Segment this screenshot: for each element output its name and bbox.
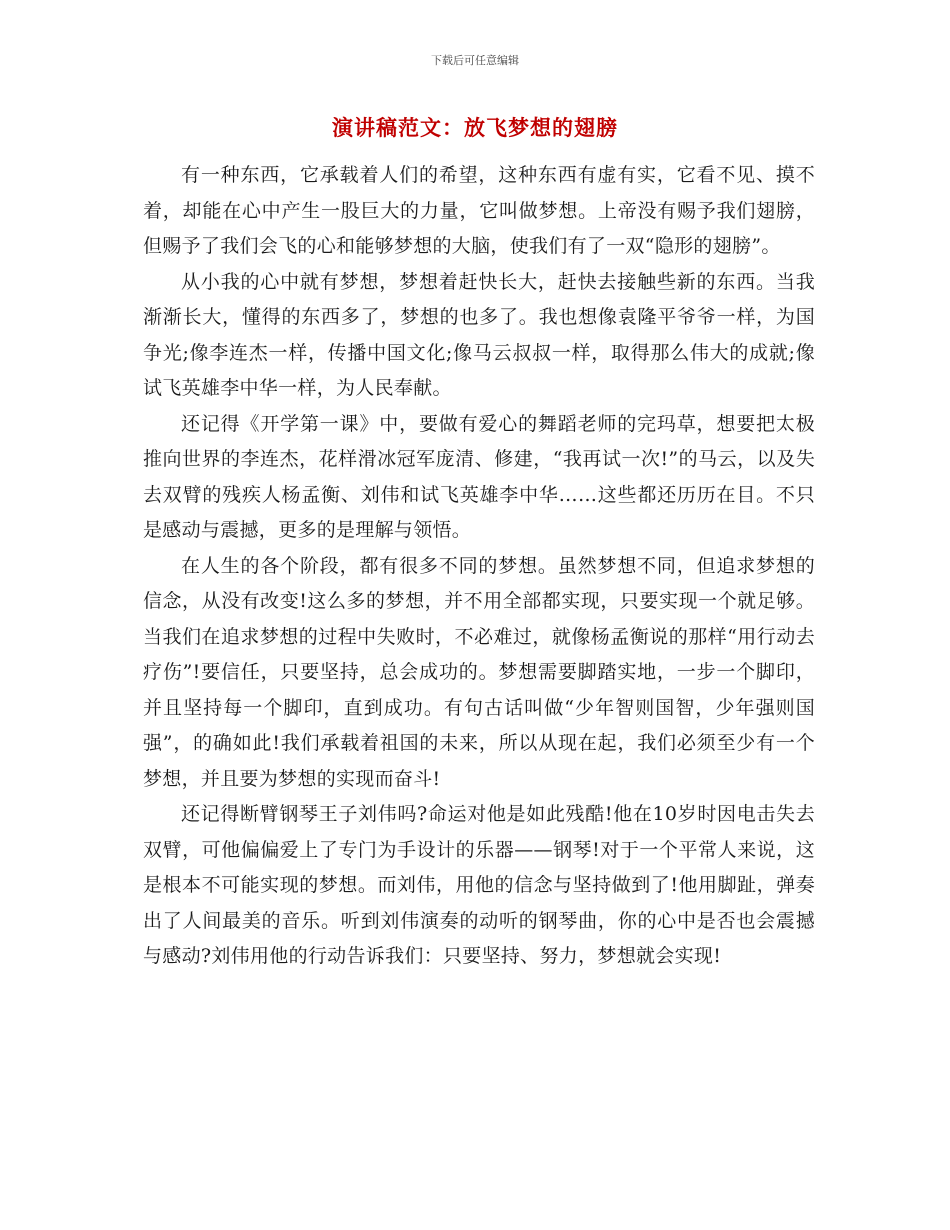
document-title: 演讲稿范文：放飞梦想的翅膀: [332, 116, 618, 140]
header-note: 下载后可任意编辑: [431, 54, 519, 67]
paragraph-1: 有一种东西，它承载着人们的希望，这种东西有虚有实，它看不见、摸不着，却能在心中产生一股巨大的力量，它叫做梦想。上帝没有赐予我们翅膀，但赐予了我们会飞的心和能够梦想的大脑，使我们有了一双“隐形的翅膀”。: [143, 164, 815, 257]
document-body: [143, 158, 815, 975]
paragraph-2: 从小我的心中就有梦想，梦想着赶快长大，赶快去接触些新的东西。当我渐渐长大，懂得的东西多了，梦想的也多了。我也想像袁隆平爷爷一样，为国争光;像李连杰一样，传播中国文化;像马云叔叔一样，取得那么伟大的成就;像试飞英雄李中华一样，为人民奉献。: [143, 270, 815, 399]
paragraph-5: 还记得断臂钢琴王子刘伟吗?命运对他是如此残酷!他在10岁时因电击失去双臂，可他偏偏爱上了专门为手设计的乐器——钢琴!对于一个平常人来说，这是根本不可能实现的梦想。而刘伟，用他的信念与坚持做到了!他用脚趾，弹奏出了人间最美的音乐。听到刘伟演奏的动听的钢琴曲，你的心中是否也会震撼与感动?刘伟用他的行动告诉我们：只要坚持、努力，梦想就会实现!: [143, 803, 815, 967]
paragraph-4: 在人生的各个阶段，都有很多不同的梦想。虽然梦想不同，但追求梦想的信念，从没有改变!这么多的梦想，并不用全部都实现，只要实现一个就足够。当我们在追求梦想的过程中失败时，不必难过，就像杨孟衡说的那样“用行动去疗伤”!要信任，只要坚持，总会成功的。梦想需要脚踏实地，一步一个脚印，并且坚持每一个脚印，直到成功。有句古话叫做“少年智则国智，少年强则国强”，的确如此!我们承载着祖国的未来，所以从现在起，我们必须至少有一个梦想，并且要为梦想的实现而奋斗!: [143, 554, 815, 790]
paragraph-3: 还记得《开学第一课》中，要做有爱心的舞蹈老师的完玛草，想要把太极推向世界的李连杰，花样滑冰冠军庞清、修建，“我再试一次!”的马云，以及失去双臂的残疾人杨孟衡、刘伟和试飞英雄李中华……这些都还历历在目。不只是感动与震撼，更多的是理解与领悟。: [143, 412, 815, 541]
